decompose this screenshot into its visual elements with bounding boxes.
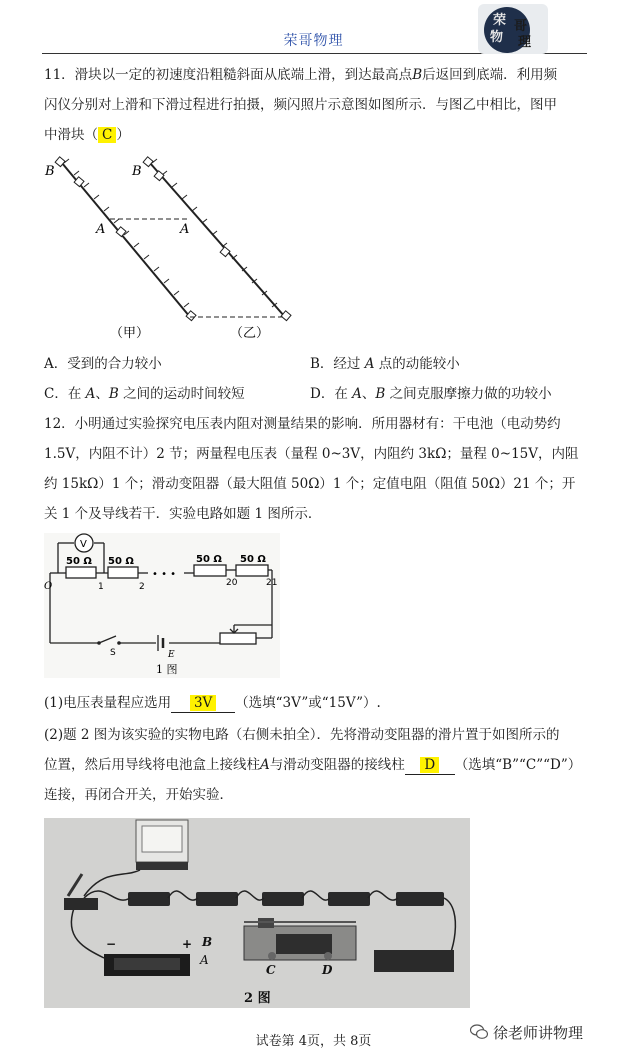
circuit-battery-label: E — [168, 650, 175, 660]
circuit-r3-label: 50 Ω — [196, 554, 222, 565]
circuit-r2-label: 50 Ω — [108, 556, 134, 567]
logo-char-3: 物 — [490, 30, 504, 45]
watermark: 徐老师讲物理 — [493, 1024, 584, 1042]
q12-sub1: (1)电压表量程应选用 3V （选填“3V”或“15V”）. — [44, 695, 381, 711]
q11-label-b2: B — [132, 164, 142, 179]
q11-line-2: 闪仪分别对上滑和下滑过程进行拍摄，频闪照片示意图如图所示．与图乙中相比，图甲 — [44, 97, 557, 113]
q11-label-b1: B — [45, 164, 55, 179]
q12-sub2-answer: D — [420, 757, 439, 773]
q12-sub2-blank — [405, 756, 455, 775]
q12-line-2: 1.5V，内阻不计）2 节；两量程电压表（量程 0~3V，内阻约 3kΩ；量程 0~15V，内阻 — [44, 446, 579, 462]
q12-sub2 — [44, 720, 589, 810]
q12-sub1-answer: 3V — [190, 695, 216, 711]
logo-char-1: 荣 — [493, 13, 507, 28]
q11-caption-jia: （甲） — [110, 326, 150, 341]
q11-option-c: C．在 A、B 之间的运动时间较短 — [44, 386, 245, 402]
apparatus-drawing — [44, 818, 470, 1008]
q12-sub2-line-3: 连接，再闭合开关，开始实验． — [44, 787, 233, 803]
voltmeter-icon: V — [80, 539, 87, 550]
circuit-node-20: 20 — [226, 578, 238, 588]
q12-line-3: 约 15kΩ）1 个；滑动变阻器（最大阻值 50Ω）1 个；定值电阻（阻值 50Ω）21 个；开 — [44, 476, 576, 492]
logo-char-2: 哥 — [514, 19, 528, 34]
photo-minus: − — [106, 937, 117, 951]
circuit-node-o: O — [44, 581, 53, 592]
q11-line-1: 11．滑块以一定的初速度沿粗糙斜面从底端上滑，到达最高点B后返回到底端．利用频 — [44, 67, 558, 83]
q11-option-a: A．受到的合力较小 — [44, 356, 162, 372]
circuit-node-1: 1 — [98, 582, 104, 592]
q11-option-b: B．经过 A 点的动能较小 — [310, 356, 460, 372]
photo-plus: + — [182, 937, 193, 951]
q11-label-a1: A — [96, 222, 106, 237]
wechat-icon — [470, 1024, 488, 1040]
q11-incline-figure — [40, 155, 300, 345]
q11-option-d: D．在 A、B 之间克服摩擦力做的功较小 — [310, 386, 552, 402]
circuit-node-2: 2 — [139, 582, 145, 592]
q11-line-3: 中滑块（ C ） — [44, 127, 130, 143]
q12-sub2-line-1: (2)题 2 图为该实验的实物电路（右侧未拍全）．先将滑动变阻器的滑片置于如图所示的 — [44, 727, 560, 743]
q11-label-a2: A — [180, 222, 190, 237]
circuit-switch-label: S — [110, 648, 116, 658]
q12-circuit-diagram — [44, 533, 280, 678]
circuit-caption: 1 图 — [156, 663, 178, 676]
logo-char-4: 理 — [518, 35, 532, 50]
logo — [478, 4, 548, 54]
circuit-r1-label: 50 Ω — [66, 556, 92, 567]
q12-apparatus-photo — [44, 818, 470, 1008]
circuit-r4-label: 50 Ω — [240, 554, 266, 565]
photo-label-b: B — [202, 935, 213, 949]
q12-line-4: 关 1 个及导线若干．实验电路如题 1 图所示． — [44, 506, 322, 522]
q11-caption-yi: （乙） — [230, 326, 270, 341]
page-footer: 试卷第 4页，共 8页 — [255, 1034, 372, 1049]
photo-caption: 2 图 — [244, 991, 271, 1006]
q11-answer: C — [98, 127, 116, 143]
q12-sub2-line-2: 位置，然后用导线将电池盒上接线柱A与滑动变阻器的接线柱 D （选填“B”“C”“D”） — [44, 757, 582, 773]
circuit-dots: • • • — [152, 569, 177, 580]
q12-stem — [44, 409, 589, 529]
circuit-node-21: 21 — [266, 578, 278, 588]
header-title: 荣哥物理 — [283, 33, 344, 49]
photo-label-c: C — [266, 963, 276, 977]
q11-stem — [44, 60, 589, 150]
q12-line-1: 12．小明通过实验探究电压表内阻对测量结果的影响．所用器材有：干电池（电动势约 — [44, 416, 561, 432]
photo-label-a: A — [200, 953, 209, 967]
photo-label-d: D — [322, 963, 333, 977]
q12-sub1-blank — [171, 694, 235, 713]
